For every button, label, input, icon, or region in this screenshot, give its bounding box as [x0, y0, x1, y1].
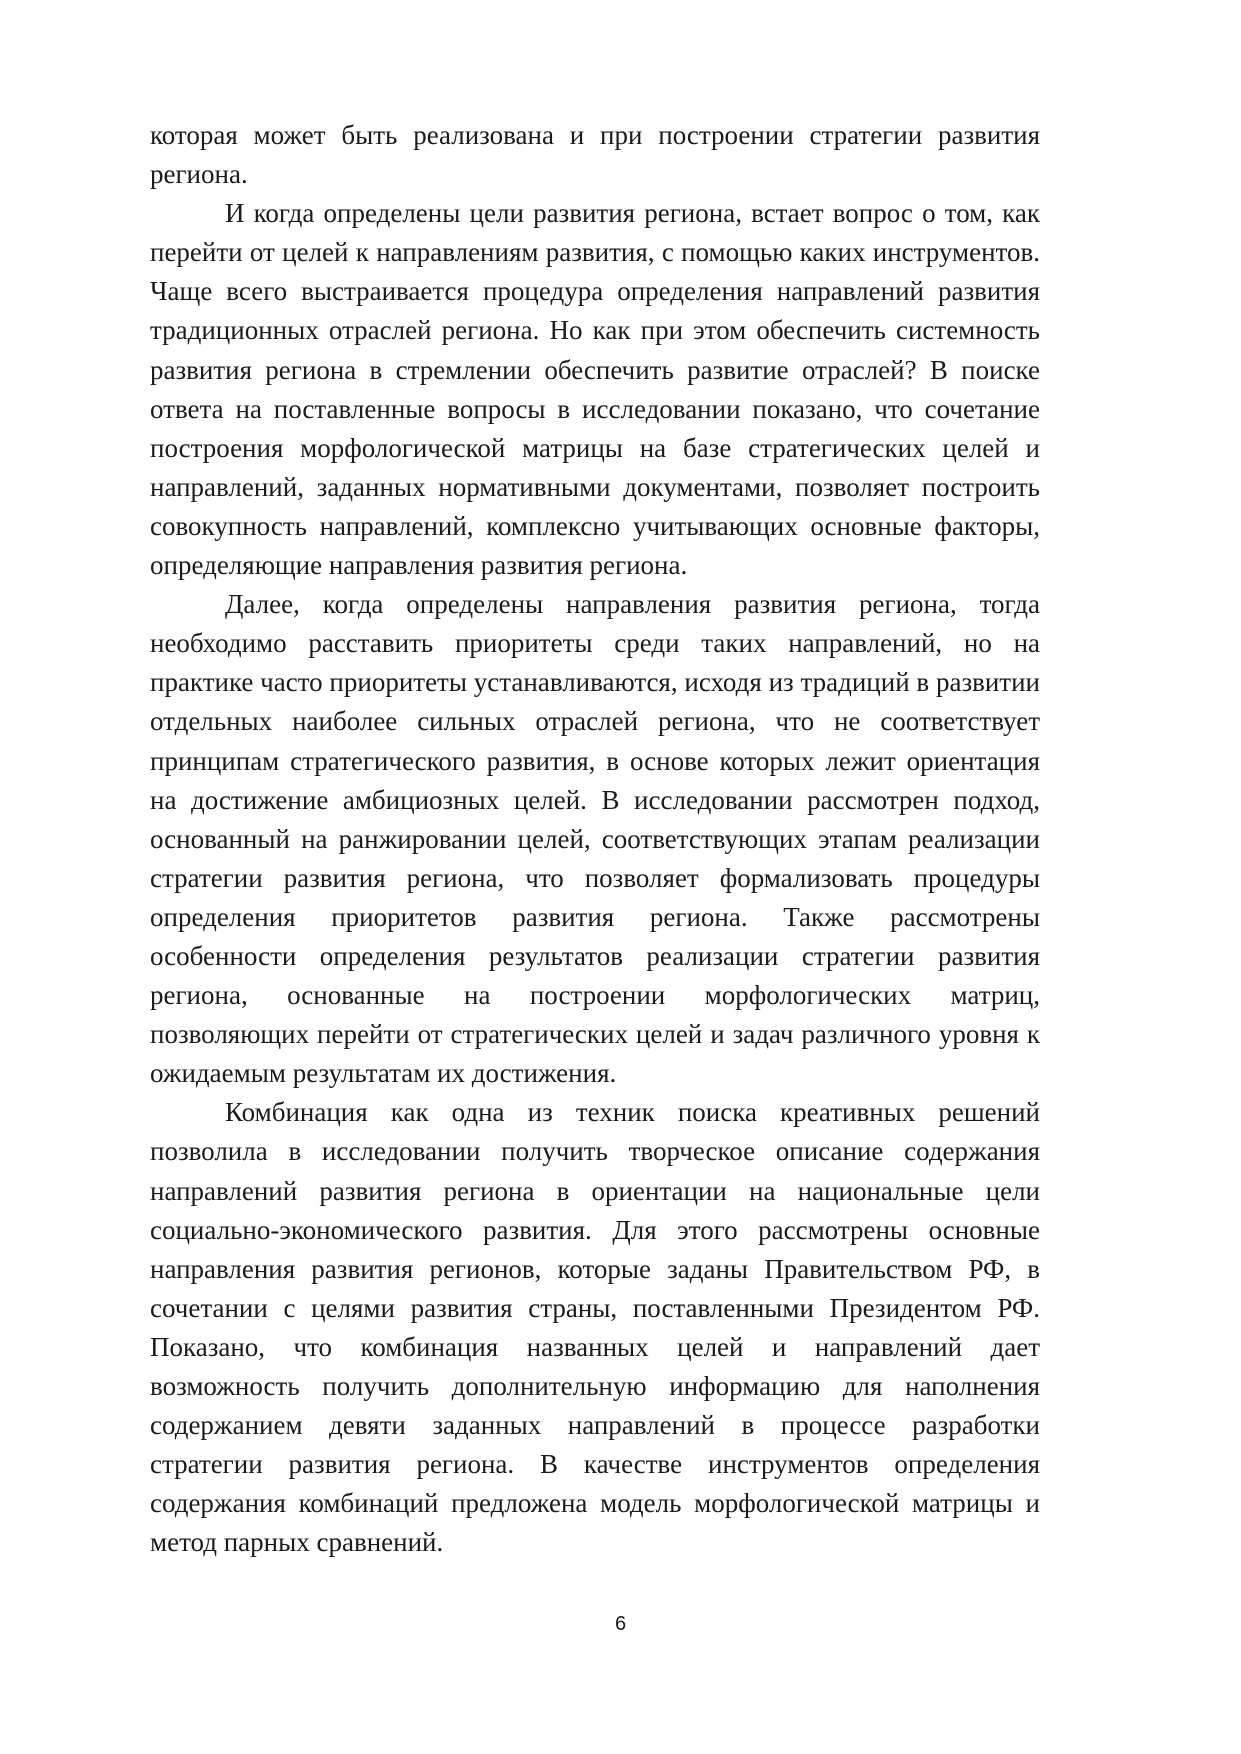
- paragraph: Далее, когда определены направления развития региона, тогда необходимо расставить приоритеты среди таких направлений, но на практике часто приоритеты устанавливаются, исходя из традиций в развитии отдельных наиболее сильных отраслей региона, что не соответствует принципам стратегического развития, в основе которых лежит ориентация на достижение амбициозных целей. В исследовании рассмотрен подход, основанный на ранжировании целей, соответствующих этапам реализации стратегии развития региона, что позволяет формализовать процедуры определения приоритетов развития региона. Также рассмотрены особенности определения результатов реализации стратегии развития региона, основанные на построении морфологических матриц, позволяющих перейти от стратегических целей и задач различного уровня к ожидаемым результатам их достижения.: [150, 589, 1040, 1089]
- page-number: 6: [614, 1613, 627, 1635]
- paragraph-continuation: которая может быть реализована и при построении стратегии развития региона.: [150, 120, 1040, 190]
- paragraph: И когда определены цели развития региона, встает вопрос о том, как перейти от целей к направлениям развития, с помощью каких инструментов. Чаще всего выстраивается процедура определения направлений развития традиционных отраслей региона. Но как при этом обеспечить системность развития региона в стремлении обеспечить развитие отраслей? В поиске ответа на поставленные вопросы в исследовании показано, что сочетание построения морфологической матрицы на базе стратегических целей и направлений, заданных нормативными документами, позволяет построить совокупность направлений, комплексно учитывающих основные факторы, определяющие направления развития региона.: [150, 198, 1040, 581]
- body-text: [150, 116, 1040, 1562]
- paragraph: Комбинация как одна из техник поиска креативных решений позволила в исследовании получить творческое описание содержания направлений развития региона в ориентации на национальные цели социально-экономического развития. Для этого рассмотрены основные направления развития регионов, которые заданы Правительством РФ, в сочетании с целями развития страны, поставленными Президентом РФ. Показано, что комбинация названных целей и направлений дает возможность получить дополнительную информацию для наполнения содержанием девяти заданных направлений в процессе разработки стратегии развития региона. В качестве инструментов определения содержания комбинаций предложена модель морфологической матрицы и метод парных сравнений.: [150, 1097, 1040, 1558]
